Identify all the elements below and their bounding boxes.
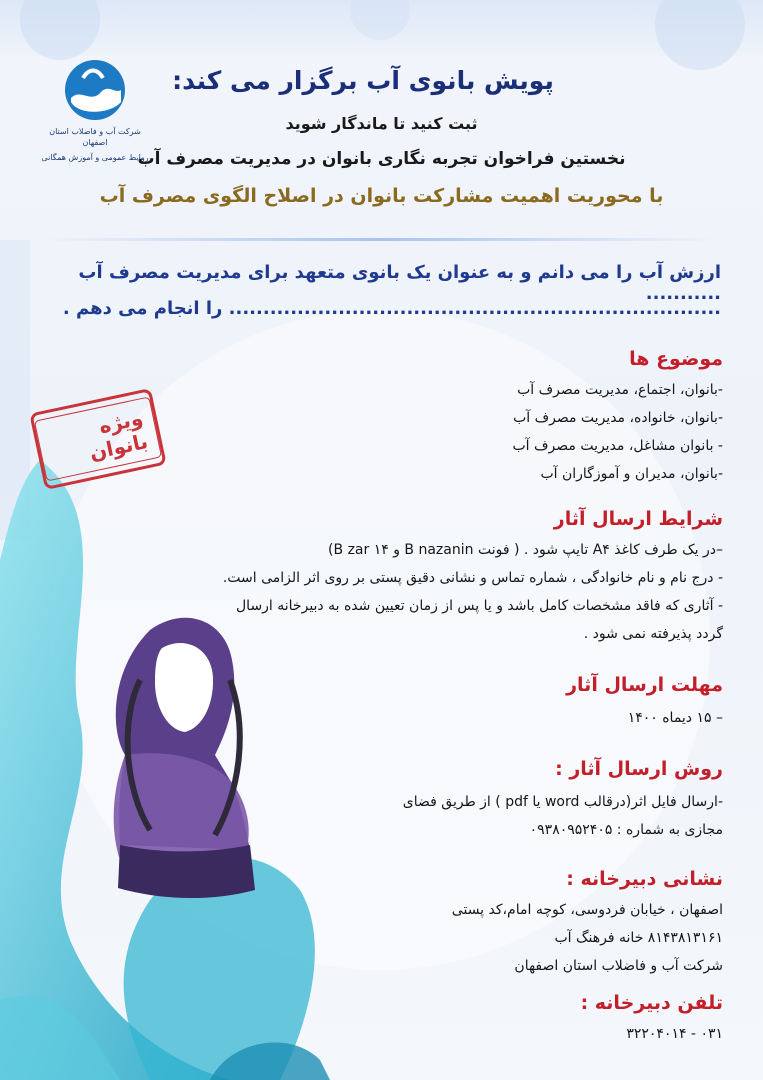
logo-caption-line2: روابط عمومی و آموزش همگانی xyxy=(41,153,149,162)
topics-heading: موضوع ها xyxy=(629,348,723,370)
conditions-heading: شرایط ارسال آثار xyxy=(553,508,723,530)
pledge-line-2: ........................................................................ را انجام می دهم . xyxy=(62,298,721,319)
address-line-3: شرکت آب و فاضلاب استان اصفهان xyxy=(514,958,723,974)
address-section xyxy=(363,868,723,980)
logo-caption-line1: شرکت آب و فاضلاب استان اصفهان xyxy=(49,127,141,147)
phone-section xyxy=(363,992,723,1048)
condition-item: - آثاری که فاقد مشخصات کامل باشد و یا پس از زمان تعیین شده به دبیرخانه ارسال xyxy=(236,598,723,614)
deadline-heading: مهلت ارسال آثار xyxy=(566,674,723,696)
deadline-section xyxy=(363,674,723,732)
stamp-text: ویژه بانوان xyxy=(34,396,162,481)
header-divider xyxy=(40,238,720,241)
method-line-1: -ارسال فایل اثر(درقالب word یا pdf ) از طریق فضای xyxy=(402,794,723,810)
address-heading: نشانی دبیرخانه : xyxy=(566,868,723,890)
topic-item: -بانوان، مدیران و آموزگاران آب xyxy=(540,466,723,482)
call-for-submissions: نخستین فراخوان تجربه نگاری بانوان در مدیریت مصرف آب xyxy=(137,149,626,169)
deadline-value: – ۱۵ دیماه ۱۴۰۰ xyxy=(627,710,723,726)
method-line-2: مجازی به شماره : ۰۹۳۸۰۹۵۲۴۰۵ xyxy=(529,822,723,838)
condition-item: –در یک طرف کاغذ A۴ تایپ شود . ( فونت B nazanin و B zar ۱۴) xyxy=(328,542,723,558)
method-section xyxy=(363,758,723,844)
topics-section xyxy=(253,348,723,488)
topic-item: -بانوان، خانواده، مدیریت مصرف آب xyxy=(513,410,723,426)
condition-item: گردد پذیرفته نمی شود . xyxy=(583,626,723,642)
pledge-line-1: ارزش آب را می دانم و به عنوان یک بانوی متعهد برای مدیریت مصرف آب ........... xyxy=(78,262,721,304)
poster-title: پویش بانوی آب برگزار می کند: xyxy=(172,66,554,95)
address-line-2: ۸۱۴۳۸۱۳۱۶۱ خانه فرهنگ آب xyxy=(554,930,723,946)
topic-item: - بانوان مشاغل، مدیریت مصرف آب xyxy=(512,438,723,454)
condition-item: - درج نام و نام خانوادگی ، شماره تماس و نشانی دقیق پستی بر روی اثر الزامی است. xyxy=(222,570,723,586)
phone-heading: تلفن دبیرخانه : xyxy=(580,992,723,1014)
topic-item: -بانوان، اجتماع، مدیریت مصرف آب xyxy=(517,382,723,398)
method-heading: روش ارسال آثار : xyxy=(555,758,723,780)
poster-subtitle: ثبت کنید تا ماندگار شوید xyxy=(285,114,478,133)
campaign-focus: با محوریت اهمیت مشارکت بانوان در اصلاح الگوی مصرف آب xyxy=(99,185,664,207)
address-line-1: اصفهان ، خیابان فردوسی، کوچه امام،کد پستی xyxy=(451,902,723,918)
woman-figure-illustration xyxy=(0,590,400,1080)
phone-value: ۰۳۱ - ۳۲۲۰۴۰۱۴ xyxy=(626,1026,723,1042)
conditions-section xyxy=(163,508,723,648)
